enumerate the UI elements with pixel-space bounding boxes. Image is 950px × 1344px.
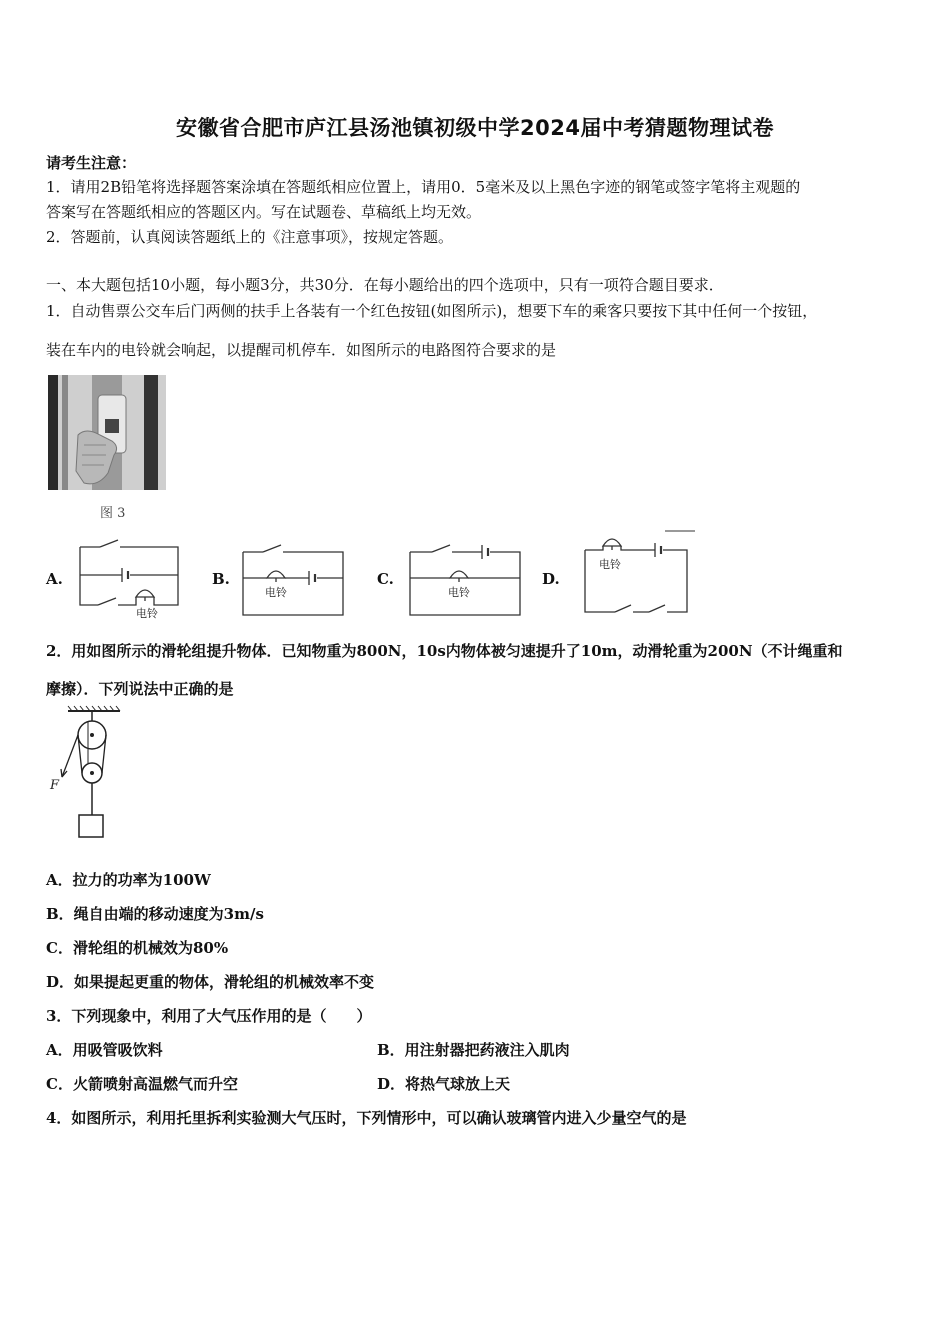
q2-option-d[interactable]: D．如果提起更重的物体，滑轮组的机械效率不变: [46, 973, 375, 991]
q1-bell-label-c: 电铃: [448, 586, 470, 599]
q3-stem: 3．下列现象中，利用了大气压作用的是（ ）: [46, 1007, 372, 1025]
notice-line-2: 2．答题前，认真阅读答题纸上的《注意事项》，按规定答题。: [46, 228, 454, 246]
q3-option-b[interactable]: B．用注射器把药液注入肌肉: [377, 1041, 570, 1059]
q1-circuit-a: [70, 535, 185, 620]
q1-stem-line-2: 装在车内的电铃就会响起，以提醒司机停车．如图所示的电路图符合要求的是: [46, 341, 557, 359]
q1-option-c-label[interactable]: C.: [377, 570, 394, 588]
q1-circuit-b: [235, 540, 350, 625]
q1-option-a-label[interactable]: A.: [46, 570, 63, 588]
q2-pulley-diagram: [48, 705, 128, 840]
q1-option-d-label[interactable]: D.: [542, 570, 560, 588]
q1-stem-line-1: 1．自动售票公交车后门两侧的扶手上各装有一个红色按钮(如图所示)，想要下车的乘客只要按下其中任何一个按钮，: [46, 302, 818, 320]
section-1-instructions: 一、本大题包括10小题，每小题3分，共30分．在每小题给出的四个选项中，只有一项符合题目要求．: [46, 276, 724, 294]
q3-option-c[interactable]: C．火箭喷射高温燃气而升空: [46, 1075, 238, 1093]
q1-bell-label-d: 电铃: [599, 558, 621, 571]
q2-option-a[interactable]: A．拉力的功率为100W: [46, 871, 211, 889]
q1-circuit-d: [575, 528, 695, 620]
q3-option-d[interactable]: D．将热气球放上天: [377, 1075, 511, 1093]
q3-option-a[interactable]: A．用吸管吸饮料: [46, 1041, 163, 1059]
q1-bell-label-b: 电铃: [265, 586, 287, 599]
q2-stem-line-1: 2．用如图所示的滑轮组提升物体．已知物重为800N，10s内物体被匀速提升了10m，动滑轮重为200N（不计绳重和: [46, 642, 843, 660]
q1-option-b-label[interactable]: B.: [212, 570, 230, 588]
q4-stem: 4．如图所示，利用托里拆利实验测大气压时，下列情形中，可以确认玻璃管内进入少量空气的是: [46, 1109, 687, 1127]
notice-line-1b: 答案写在答题纸相应的答题区内。写在试题卷、草稿纸上均无效。: [46, 203, 482, 221]
q1-bell-label-a: 电铃: [136, 607, 158, 620]
notice-line-1a: 1．请用2B铅笔将选择题答案涂填在答题纸相应位置上，请用0．5毫米及以上黑色字迹的钢笔或签字笔将主观题的: [46, 178, 801, 196]
q1-button-photo: [48, 375, 166, 490]
q2-force-label: F: [50, 778, 60, 793]
q2-stem-line-2: 摩擦）．下列说法中正确的是: [46, 680, 234, 698]
q1-figure-caption: 图 3: [100, 506, 126, 521]
q2-option-b[interactable]: B．绳自由端的移动速度为3m/s: [46, 905, 264, 923]
q1-circuit-c: [402, 540, 527, 625]
q2-option-c[interactable]: C．滑轮组的机械效为80%: [46, 939, 229, 957]
page-title: 安徽省合肥市庐江县汤池镇初级中学2024届中考猜题物理试卷: [176, 116, 774, 140]
notice-heading: 请考生注意：: [46, 154, 137, 172]
